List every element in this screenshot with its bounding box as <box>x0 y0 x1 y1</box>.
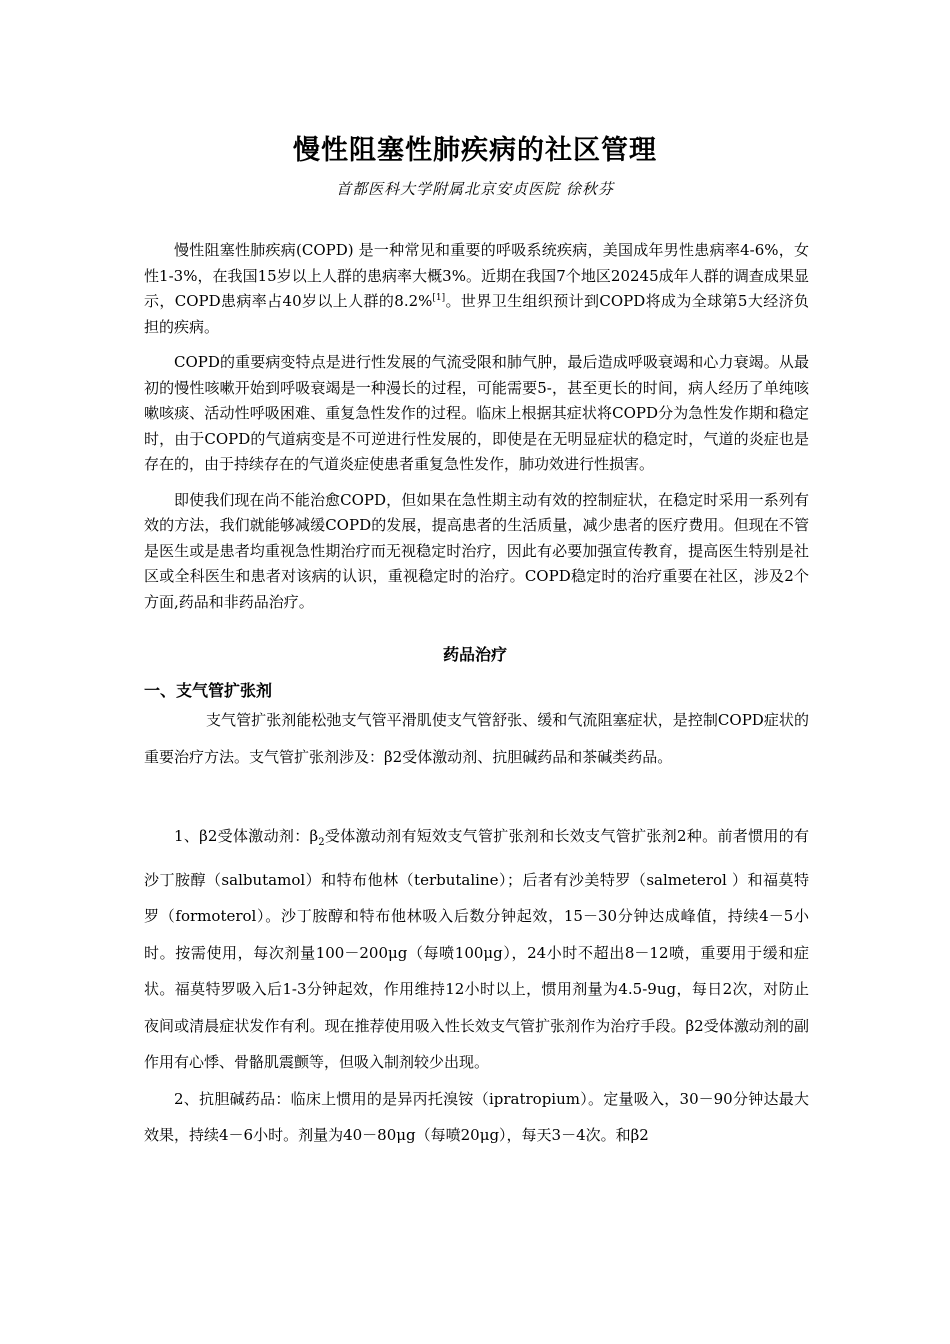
intro-section <box>144 238 809 615</box>
bronchodilator-section <box>144 702 809 775</box>
intro-paragraph-1 <box>144 238 809 340</box>
beta2-section <box>144 818 809 1154</box>
author-line: 首都医科大学附属北京安贞医院 徐秋芬 <box>336 180 614 198</box>
citation-ref: [1] <box>432 293 446 303</box>
intro-paragraph-1-text: 慢性阻塞性肺疾病(COPD) 是一种常见和重要的呼吸系统疾病，美国成年男性患病率4-6%，女性1-3%，在我国15岁以上人群的患病率大概3%。近期在我国7个地区20245成年人群的调查成果显示，COPD患病率占40岁以上人群的8.2% <box>144 241 809 310</box>
intro-paragraph-1-tail: 。世界卫生组织预计到COPD将成为全球第5大经济负担的疾病。 <box>144 292 809 336</box>
bronchodilator-intro-paragraph: 支气管扩张剂能松弛支气管平滑肌使支气管舒张、缓和气流阻塞症状，是控制COPD症状的重要治疗方法。支气管扩张剂涉及：β2受体激动剂、抗胆碱药品和茶碱类药品。 <box>144 711 809 766</box>
anticholinergic-paragraph: 2、抗胆碱药品：临床上惯用的是异丙托溴铵（ipratropium）。定量吸入，30－90分钟达最大效果，持续4－6小时。剂量为40－80μg（每喷20μg），每天3－4次。和β2 <box>144 1089 809 1144</box>
beta2-subscript: 2 <box>318 837 325 848</box>
subsection-heading: 一、支气管扩张剂 <box>144 681 273 700</box>
section-heading: 药品治疗 <box>442 645 507 664</box>
beta2-paragraph-lead: 1、β2受体激动剂：β <box>174 827 319 845</box>
intro-paragraph-3: 即使我们现在尚不能治愈COPD，但如果在急性期主动有效的控制症状，在稳定时采用一系列有效的方法，我们就能够减缓COPD的发展，提高患者的生活质量，减少患者的医疗费用。但现在不管是医生或是患者均重视急性期治疗而无视稳定时治疗，因此有必要加强宣传教育，提高医生特别是社区或全科医生和患者对该病的认识，重视稳定时的治疗。COPD稳定时的治疗重要在社区，涉及2个方面,药品和非药品治疗。 <box>144 490 809 611</box>
beta2-paragraph-text: 受体激动剂有短效支气管扩张剂和长效支气管扩张剂2种。前者惯用的有沙丁胺醇（salbutamol）和特布他林（terbutaline）；后者有沙美特罗（salmeterol ）和福莫特罗（formoterol）。沙丁胺醇和特布他林吸入后数分钟起效，15－30分钟达成峰值，持续4－5小时。按需使用，每次剂量100－200μg（每喷100μg），24小时不超出8－12喷，重要用于缓和症状。福莫特罗吸入后1-3分钟起效，作用维持12小时以上，惯用剂量为4.5-9ug，每日2次，对防止夜间或清晨症状发作有利。现在推荐使用吸入性长效支气管扩张剂作为治疗手段。β2受体激动剂的副作用有心悸、骨骼肌震颤等，但吸入制剂较少出现。 <box>144 827 810 1071</box>
beta2-paragraph <box>144 818 809 1081</box>
intro-paragraph-2: COPD的重要病变特点是进行性发展的气流受限和肺气肿，最后造成呼吸衰竭和心力衰竭。从最初的慢性咳嗽开始到呼吸衰竭是一种漫长的过程，可能需要5-，甚至更长的时间，病人经历了单纯咳嗽咳痰、活动性呼吸困难、重复急性发作的过程。临床上根据其症状将COPD分为急性发作期和稳定时，由于COPD的气道病变是不可逆进行性发展的，即使是在无明显症状的稳定时，气道的炎症也是存在的，由于持续存在的气道炎症使患者重复急性发作，肺功效进行性损害。 <box>144 353 809 473</box>
document-title: 慢性阻塞性肺疾病的社区管理 <box>293 135 657 166</box>
